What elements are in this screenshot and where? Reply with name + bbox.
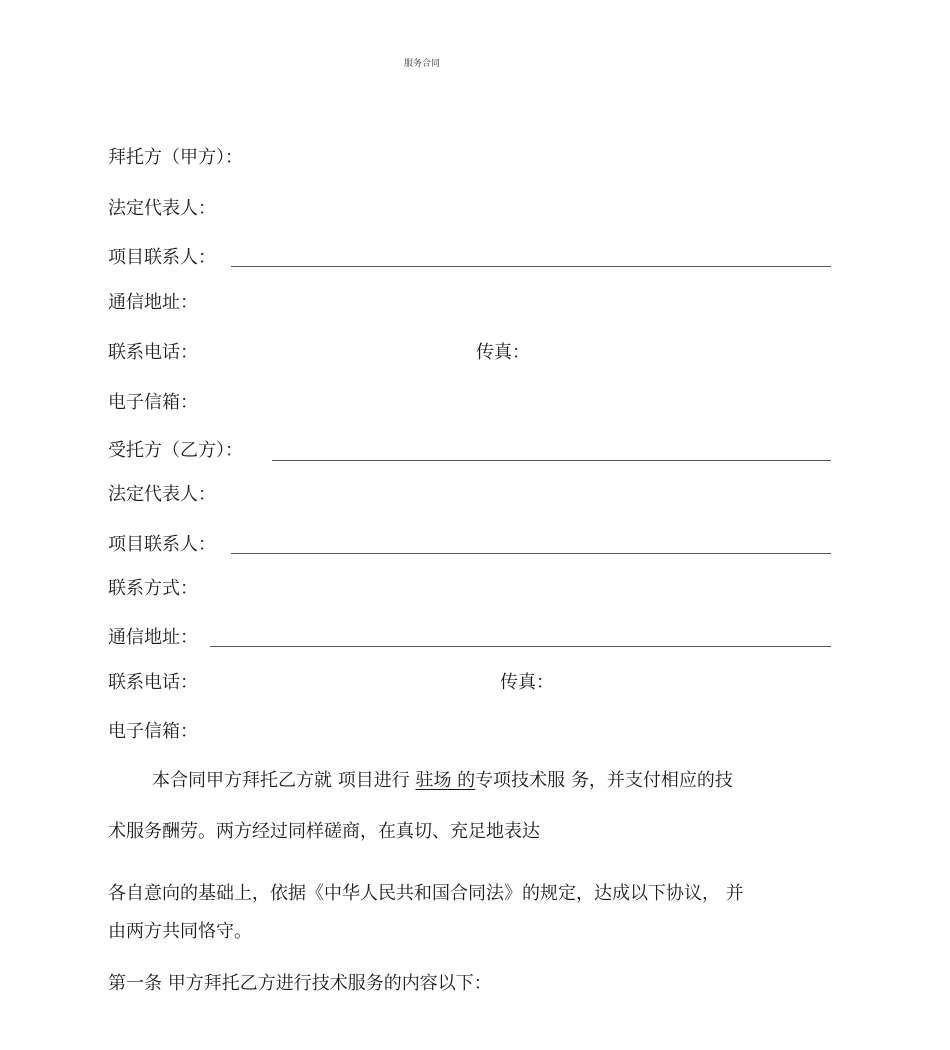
party-b-contact-person-label: 项目联系人： — [108, 534, 216, 555]
party-b-contact-person-field[interactable] — [231, 553, 831, 554]
party-a-heading: 拜托方（甲方）： — [108, 147, 243, 168]
party-b-address-field[interactable] — [210, 646, 831, 647]
contract-paragraph-1 — [108, 769, 838, 793]
party-a-phone-label: 联系电话： — [108, 342, 198, 363]
contract-paragraph-2: 各自意向的基础上，依据《中华人民共和国合同法》的规定，达成以下协议， 并 — [108, 883, 744, 904]
party-b-name-field[interactable] — [272, 460, 831, 461]
para1-underlined-term: 驻场 的 — [415, 770, 476, 791]
party-b-email-label: 电子信箱： — [108, 721, 198, 742]
party-b-contact-method-label: 联系方式： — [108, 578, 198, 599]
party-a-contact-person-label: 项目联系人： — [108, 247, 216, 268]
article-1-heading: 第一条 甲方拜托乙方进行技术服务的内容以下： — [108, 973, 492, 994]
party-b-fax-label: 传真： — [500, 672, 554, 693]
contract-paragraph-2-line-2: 由两方共同恪守。 — [108, 921, 252, 942]
para1-text-start: 本合同甲方拜托乙方就 项目进行 — [152, 770, 416, 791]
party-a-legal-rep-label: 法定代表人： — [108, 198, 216, 219]
party-a-email-label: 电子信箱： — [108, 392, 198, 413]
party-b-phone-label: 联系电话： — [108, 672, 198, 693]
party-a-fax-label: 传真： — [476, 342, 530, 363]
party-a-address-label: 通信地址： — [108, 292, 198, 313]
party-a-contact-person-field[interactable] — [231, 266, 831, 267]
page-header: 服务合同 — [404, 59, 441, 69]
party-b-heading: 受托方（乙方）： — [108, 440, 243, 461]
contract-paragraph-1-line-2: 术服务酬劳。两方经过同样磋商，在真切、充足地表达 — [108, 821, 540, 842]
party-b-legal-rep-label: 法定代表人： — [108, 484, 216, 505]
para1-text-end: 专项技术服 务，并支付相应的技 — [475, 770, 733, 791]
party-b-address-label: 通信地址： — [108, 627, 198, 648]
